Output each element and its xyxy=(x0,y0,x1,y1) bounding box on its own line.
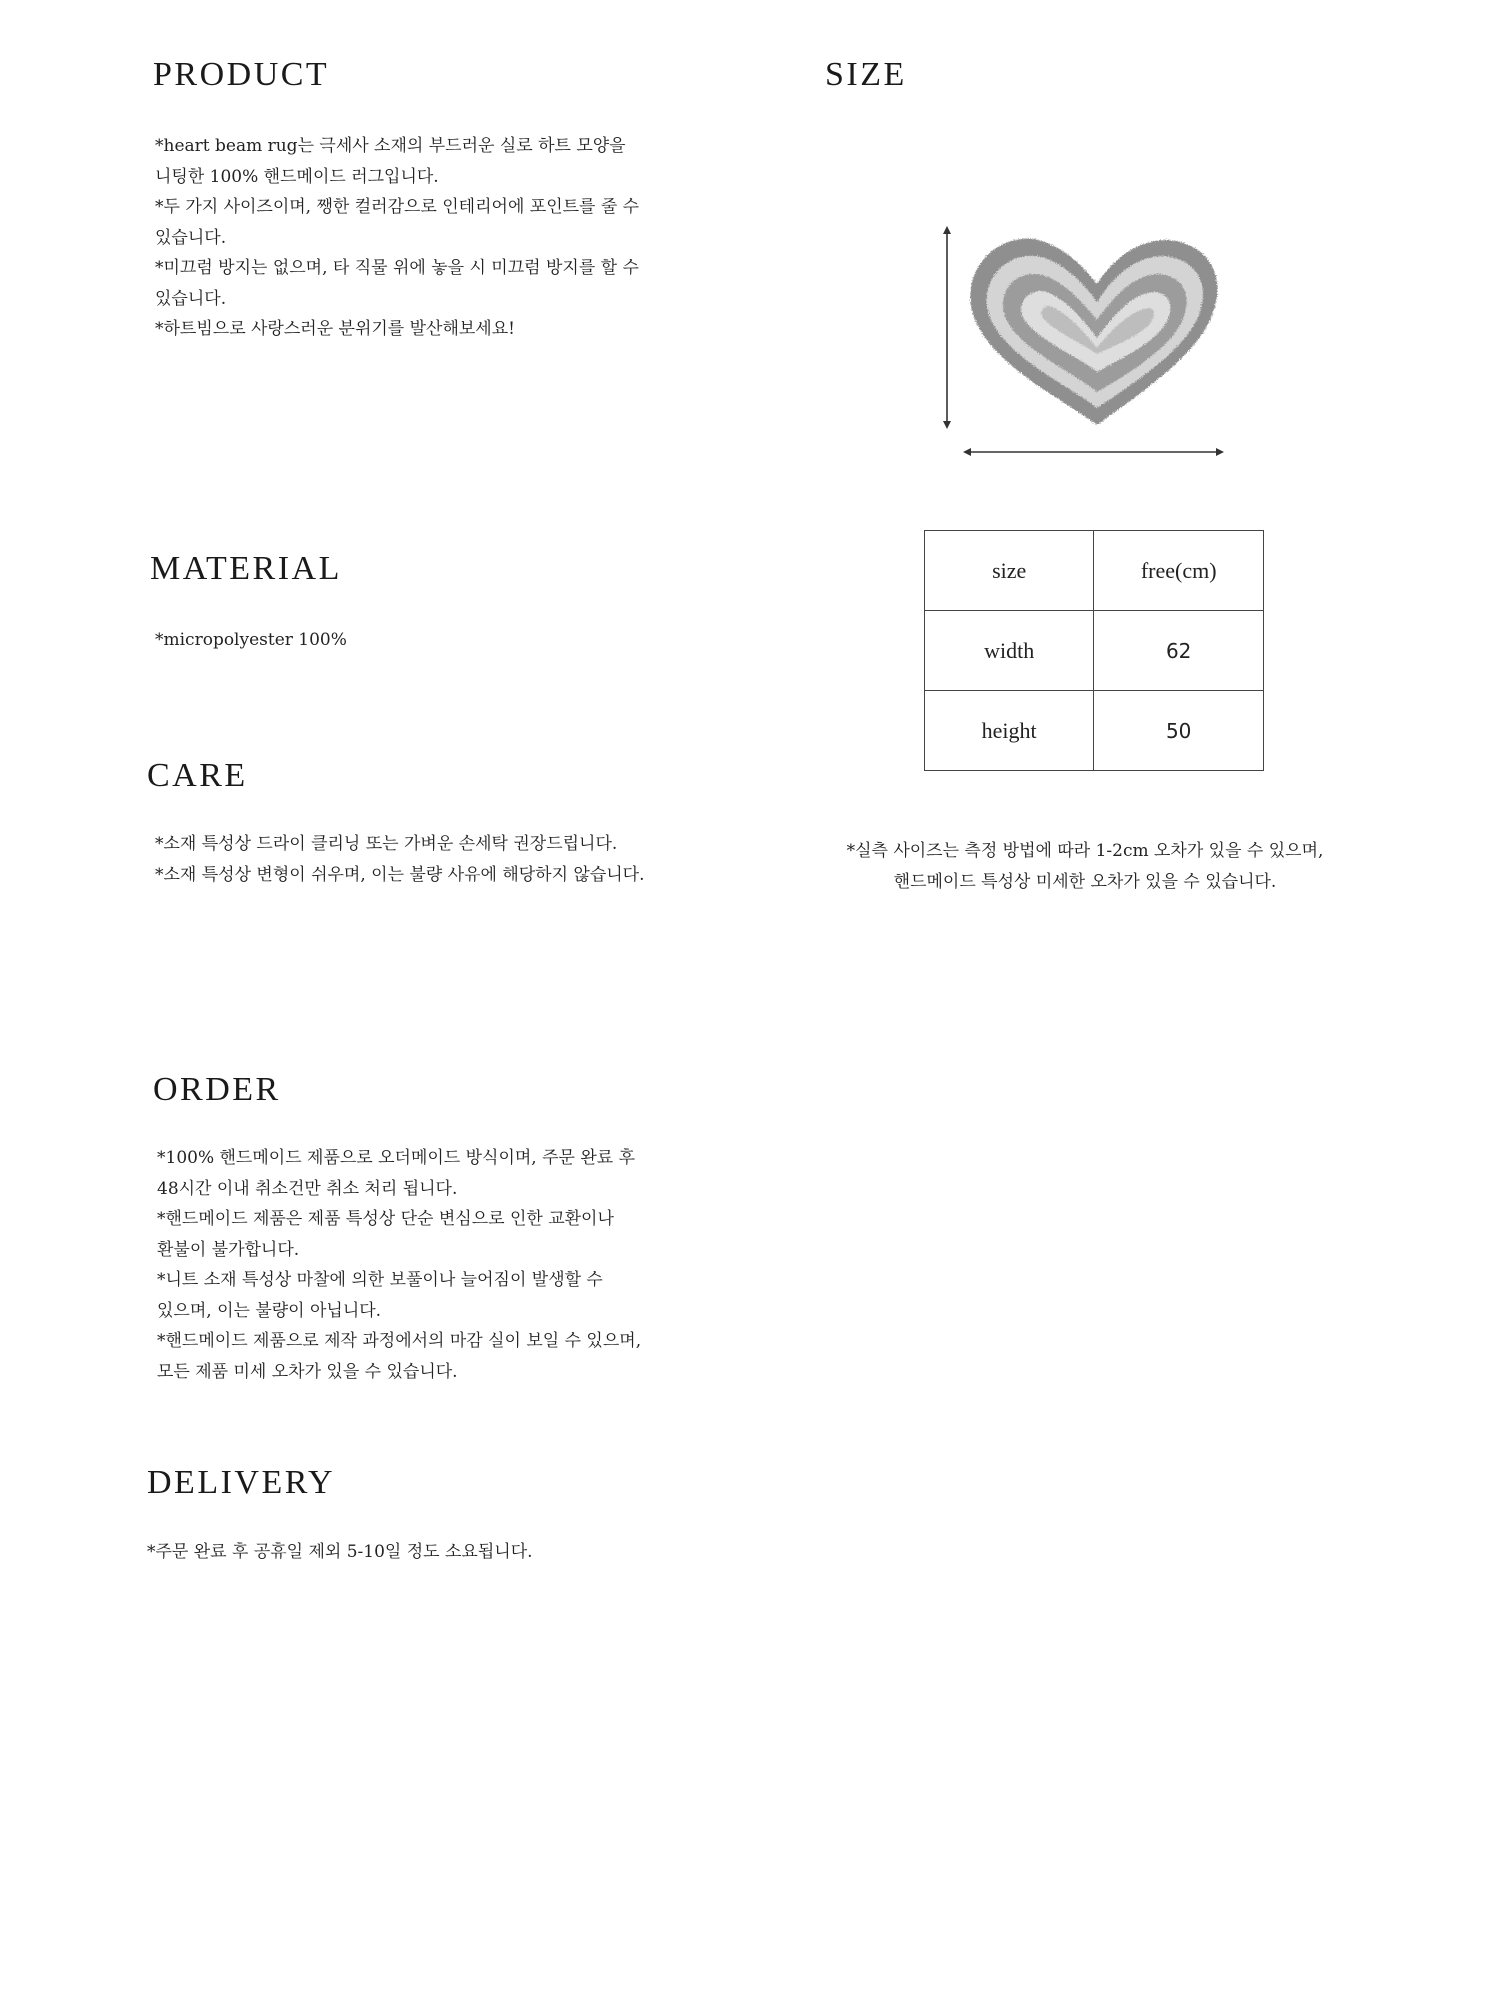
material-description xyxy=(155,625,347,656)
size-table-label: width xyxy=(925,611,1094,691)
delivery-heading: DELIVERY xyxy=(147,1464,336,1501)
order-heading: ORDER xyxy=(153,1071,281,1108)
size-table-row-height xyxy=(925,691,1264,771)
product-line: *미끄럼 방지는 없으며, 타 직물 위에 놓을 시 미끄럼 방지를 할 수 xyxy=(155,258,639,278)
product-line: *heart beam rug는 극세사 소재의 부드러운 실로 하트 모양을 xyxy=(155,136,626,156)
care-description xyxy=(155,829,645,890)
size-table-value: 50 xyxy=(1094,691,1264,771)
order-line: 모든 제품 미세 오차가 있을 수 있습니다. xyxy=(157,1361,458,1382)
size-table-header-size: size xyxy=(925,531,1094,611)
heart-rug-illustration xyxy=(935,220,1235,465)
size-table xyxy=(924,530,1264,771)
size-heading: SIZE xyxy=(825,56,907,93)
delivery-line: *주문 완료 후 공휴일 제외 5-10일 정도 소요됩니다. xyxy=(147,1542,533,1562)
product-line: 니팅한 100% 핸드메이드 러그입니다. xyxy=(155,166,439,187)
material-line: *micropolyester 100% xyxy=(155,630,347,650)
size-table-value: 62 xyxy=(1094,611,1264,691)
order-line: 48시간 이내 취소건만 취소 처리 됩니다. xyxy=(157,1178,458,1199)
care-line: *소재 특성상 변형이 쉬우며, 이는 불량 사유에 해당하지 않습니다. xyxy=(155,864,645,885)
product-heading: PRODUCT xyxy=(153,56,330,93)
size-note-line: 핸드메이드 특성상 미세한 오차가 있을 수 있습니다. xyxy=(893,871,1277,892)
size-note xyxy=(820,836,1350,897)
size-table-header-row xyxy=(925,531,1264,611)
delivery-description xyxy=(147,1537,533,1568)
order-line: *핸드메이드 제품으로 제작 과정에서의 마감 실이 보일 수 있으며, xyxy=(157,1331,642,1351)
heart-rug-shape xyxy=(970,239,1217,425)
product-line: 있습니다. xyxy=(155,288,227,309)
care-heading: CARE xyxy=(147,757,248,794)
size-table-row-width xyxy=(925,611,1264,691)
order-description xyxy=(157,1143,641,1387)
product-line: 있습니다. xyxy=(155,227,227,248)
order-line: *니트 소재 특성상 마찰에 의한 보풀이나 늘어짐이 발생할 수 xyxy=(157,1270,603,1290)
order-line: *100% 핸드메이드 제품으로 오더메이드 방식이며, 주문 완료 후 xyxy=(157,1148,636,1168)
order-line: *핸드메이드 제품은 제품 특성상 단순 변심으로 인한 교환이나 xyxy=(157,1209,614,1229)
order-line: 있으며, 이는 불량이 아닙니다. xyxy=(157,1300,382,1321)
material-heading: MATERIAL xyxy=(150,550,342,587)
size-table-label: height xyxy=(925,691,1094,771)
product-line: *하트빔으로 사랑스러운 분위기를 발산해보세요! xyxy=(155,319,515,339)
care-line: *소재 특성상 드라이 클리닝 또는 가벼운 손세탁 권장드립니다. xyxy=(155,834,618,854)
product-line: *두 가지 사이즈이며, 쨍한 컬러감으로 인테리어에 포인트를 줄 수 xyxy=(155,197,640,217)
order-line: 환불이 불가합니다. xyxy=(157,1239,300,1260)
product-description xyxy=(155,131,639,345)
size-table-header-free: free(cm) xyxy=(1094,531,1264,611)
size-note-line: *실측 사이즈는 측정 방법에 따라 1-2cm 오차가 있을 수 있으며, xyxy=(846,841,1324,861)
